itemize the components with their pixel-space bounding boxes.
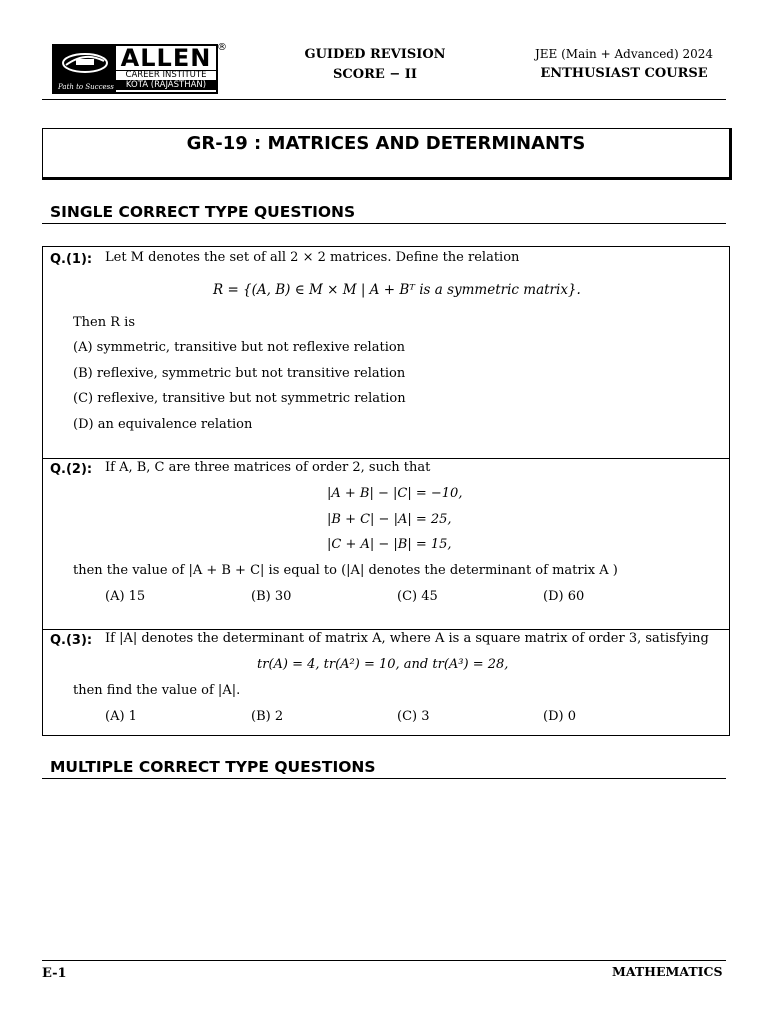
option-a: (A) 1: [105, 709, 137, 724]
logo-sub2: KOTA (RAJASTHAN): [116, 80, 216, 90]
logo-brand: [116, 46, 216, 92]
footer-divider: [42, 960, 726, 961]
registered-mark: ®: [217, 42, 227, 53]
subject-label: MATHEMATICS: [612, 964, 723, 979]
logo-name: ALLEN: [120, 44, 212, 72]
option-b: (B) reflexive, symmetric but not transitive relation: [73, 366, 406, 381]
question-stem: Let M denotes the set of all 2 × 2 matrices. Define the relation: [105, 250, 520, 265]
question-prompt: then find the value of |A|.: [73, 683, 241, 698]
question-number: Q.(2):: [50, 462, 93, 477]
option-d: (D) an equivalence relation: [73, 417, 253, 432]
question-equation: tr(A) = 4, tr(A²) = 10, and tr(A³) = 28,: [257, 657, 509, 672]
question-1: [43, 247, 729, 459]
section-heading-single: SINGLE CORRECT TYPE QUESTIONS: [50, 203, 356, 221]
page-number: E-1: [42, 966, 67, 981]
question-equation: R = {(A, B) ∈ M × M | A + Bᵀ is a symmetric matrix}.: [213, 282, 581, 298]
title-box: [42, 128, 732, 180]
option-b: (B) 2: [251, 709, 284, 724]
question-equation-1: |A + B| − |C| = −10,: [327, 486, 463, 501]
page-title: GR-19 : MATRICES AND DETERMINANTS: [186, 133, 586, 154]
header-center-line2: SCORE − II: [333, 67, 417, 82]
question-prompt: then the value of |A + B + C| is equal to (|A| denotes the determinant of matrix A ): [73, 563, 618, 578]
logo-tagline: Path to Success: [58, 83, 114, 91]
allen-emblem: [54, 46, 116, 92]
header-right-line2: ENTHUSIAST COURSE: [540, 66, 708, 81]
question-3: [43, 630, 729, 735]
option-a: (A) symmetric, transitive but not reflexive relation: [73, 340, 406, 355]
section-underline: [42, 778, 726, 779]
option-a: (A) 15: [105, 589, 146, 604]
section-heading-multiple: MULTIPLE CORRECT TYPE QUESTIONS: [50, 758, 376, 776]
question-2: [43, 459, 729, 630]
allen-logo: [52, 44, 218, 94]
logo-sub1: CAREER INSTITUTE: [116, 70, 216, 80]
option-c: (C) 45: [397, 589, 438, 604]
header-divider: [42, 99, 726, 100]
option-d: (D) 60: [543, 589, 585, 604]
question-stem: If A, B, C are three matrices of order 2, such that: [105, 460, 431, 475]
option-d: (D) 0: [543, 709, 576, 724]
header-right-line1: JEE (Main + Advanced) 2024: [534, 47, 714, 61]
question-stem: If |A| denotes the determinant of matrix A, where A is a square matrix of order 3, satisfying: [105, 631, 709, 646]
question-number: Q.(3):: [50, 633, 93, 648]
option-b: (B) 30: [251, 589, 292, 604]
section-underline: [42, 223, 726, 224]
option-c: (C) reflexive, transitive but not symmetric relation: [73, 391, 406, 406]
header-center-line1: GUIDED REVISION: [304, 47, 446, 62]
question-equation-2: |B + C| − |A| = 25,: [327, 512, 452, 527]
question-table: [42, 246, 730, 736]
option-c: (C) 3: [397, 709, 430, 724]
emblem-icon: [60, 49, 110, 77]
question-number: Q.(1):: [50, 252, 93, 267]
question-equation-3: |C + A| − |B| = 15,: [327, 537, 452, 552]
question-prompt: Then R is: [73, 315, 135, 330]
